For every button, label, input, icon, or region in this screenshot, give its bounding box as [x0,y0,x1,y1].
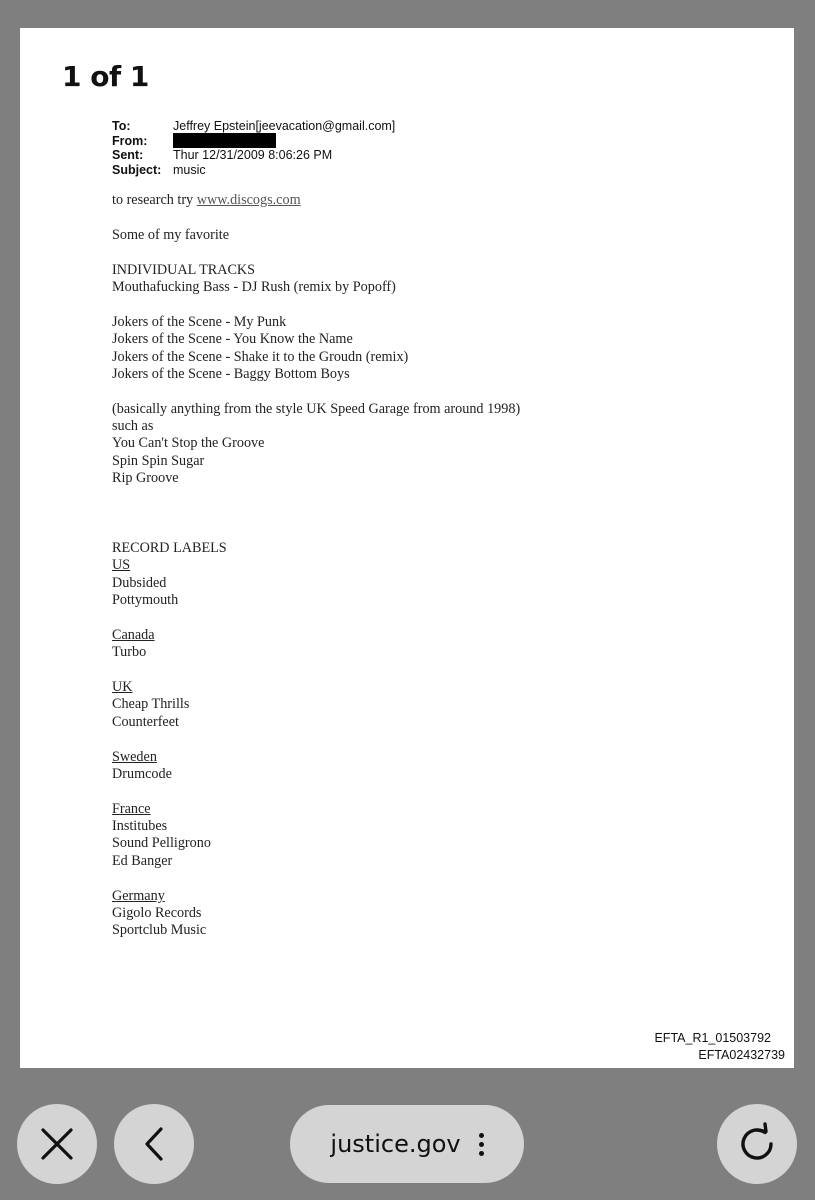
label-line: Turbo [112,644,147,661]
label-line: Dubsided [112,574,167,591]
label-line: Pottymouth [112,591,179,608]
label-line: Gigolo Records [112,905,202,922]
label-line: Counterfeet [112,713,179,730]
example-track: You Can't Stop the Groove [112,435,265,452]
close-button[interactable] [17,1104,97,1184]
header-key: To: [112,119,131,133]
label-line: Sound Pelligrono [112,835,211,852]
country-heading: US [112,557,131,574]
header-key: Subject: [112,162,162,177]
label-line: Institubes [112,818,168,835]
header-subject [112,163,395,178]
reload-icon [735,1122,779,1166]
label-line: Ed Banger [112,852,173,869]
doc-id-primary: EFTA_R1_01503792 [654,1031,771,1045]
track-line: Jokers of the Scene - Shake it to the Groudn (remix) [112,348,409,365]
header-key: From: [112,133,148,148]
tracks-heading: INDIVIDUAL TRACKS [112,261,256,278]
labels-heading: RECORD LABELS [112,539,227,556]
track-line: Jokers of the Scene - My Punk [112,313,287,330]
header-from [112,134,395,149]
country-heading: Sweden [112,748,157,765]
example-track: Spin Spin Sugar [112,452,205,469]
such-as-line: such as [112,418,154,435]
header-key: Sent: [112,148,144,162]
intro-text: to research try [112,192,197,208]
example-track: Rip Groove [112,470,179,487]
header-sent [112,148,395,163]
header-value [173,134,276,149]
country-heading: UK [112,678,133,695]
url-bar[interactable] [290,1105,524,1183]
discogs-link[interactable]: www.discogs.com [196,192,301,208]
country-heading: Canada [112,626,155,643]
more-icon[interactable] [479,1133,484,1156]
header-value: music [173,162,206,177]
favorite-line: Some of my favorite [112,226,230,243]
redaction-box [173,133,276,148]
track-line: Jokers of the Scene - Baggy Bottom Boys [112,365,350,382]
doc-id-secondary: EFTA02432739 [698,1048,785,1062]
reload-button[interactable] [717,1104,797,1184]
email-header [112,119,395,177]
url-text: justice.gov [330,1130,461,1158]
document-ids [654,1030,785,1064]
close-icon [39,1126,75,1162]
track-line: Mouthafucking Bass - DJ Rush (remix by Popoff) [112,278,396,295]
track-line: Jokers of the Scene - You Know the Name [112,331,353,348]
label-line: Sportclub Music [112,922,207,939]
header-value: Jeffrey Epstein[jeevacation@gmail.com] [173,119,396,133]
header-value: Thur 12/31/2009 8:06:26 PM [173,148,333,162]
country-heading: France [112,800,151,817]
back-button[interactable] [114,1104,194,1184]
header-to [112,119,395,134]
intro-line [112,192,520,209]
label-line: Drumcode [112,765,172,782]
style-note: (basically anything from the style UK Speed Garage from around 1998) [112,400,521,417]
label-line: Cheap Thrills [112,696,190,713]
email-body [112,192,520,940]
back-icon [139,1126,169,1162]
country-heading: Germany [112,887,165,904]
page-counter: 1 of 1 [62,60,149,93]
